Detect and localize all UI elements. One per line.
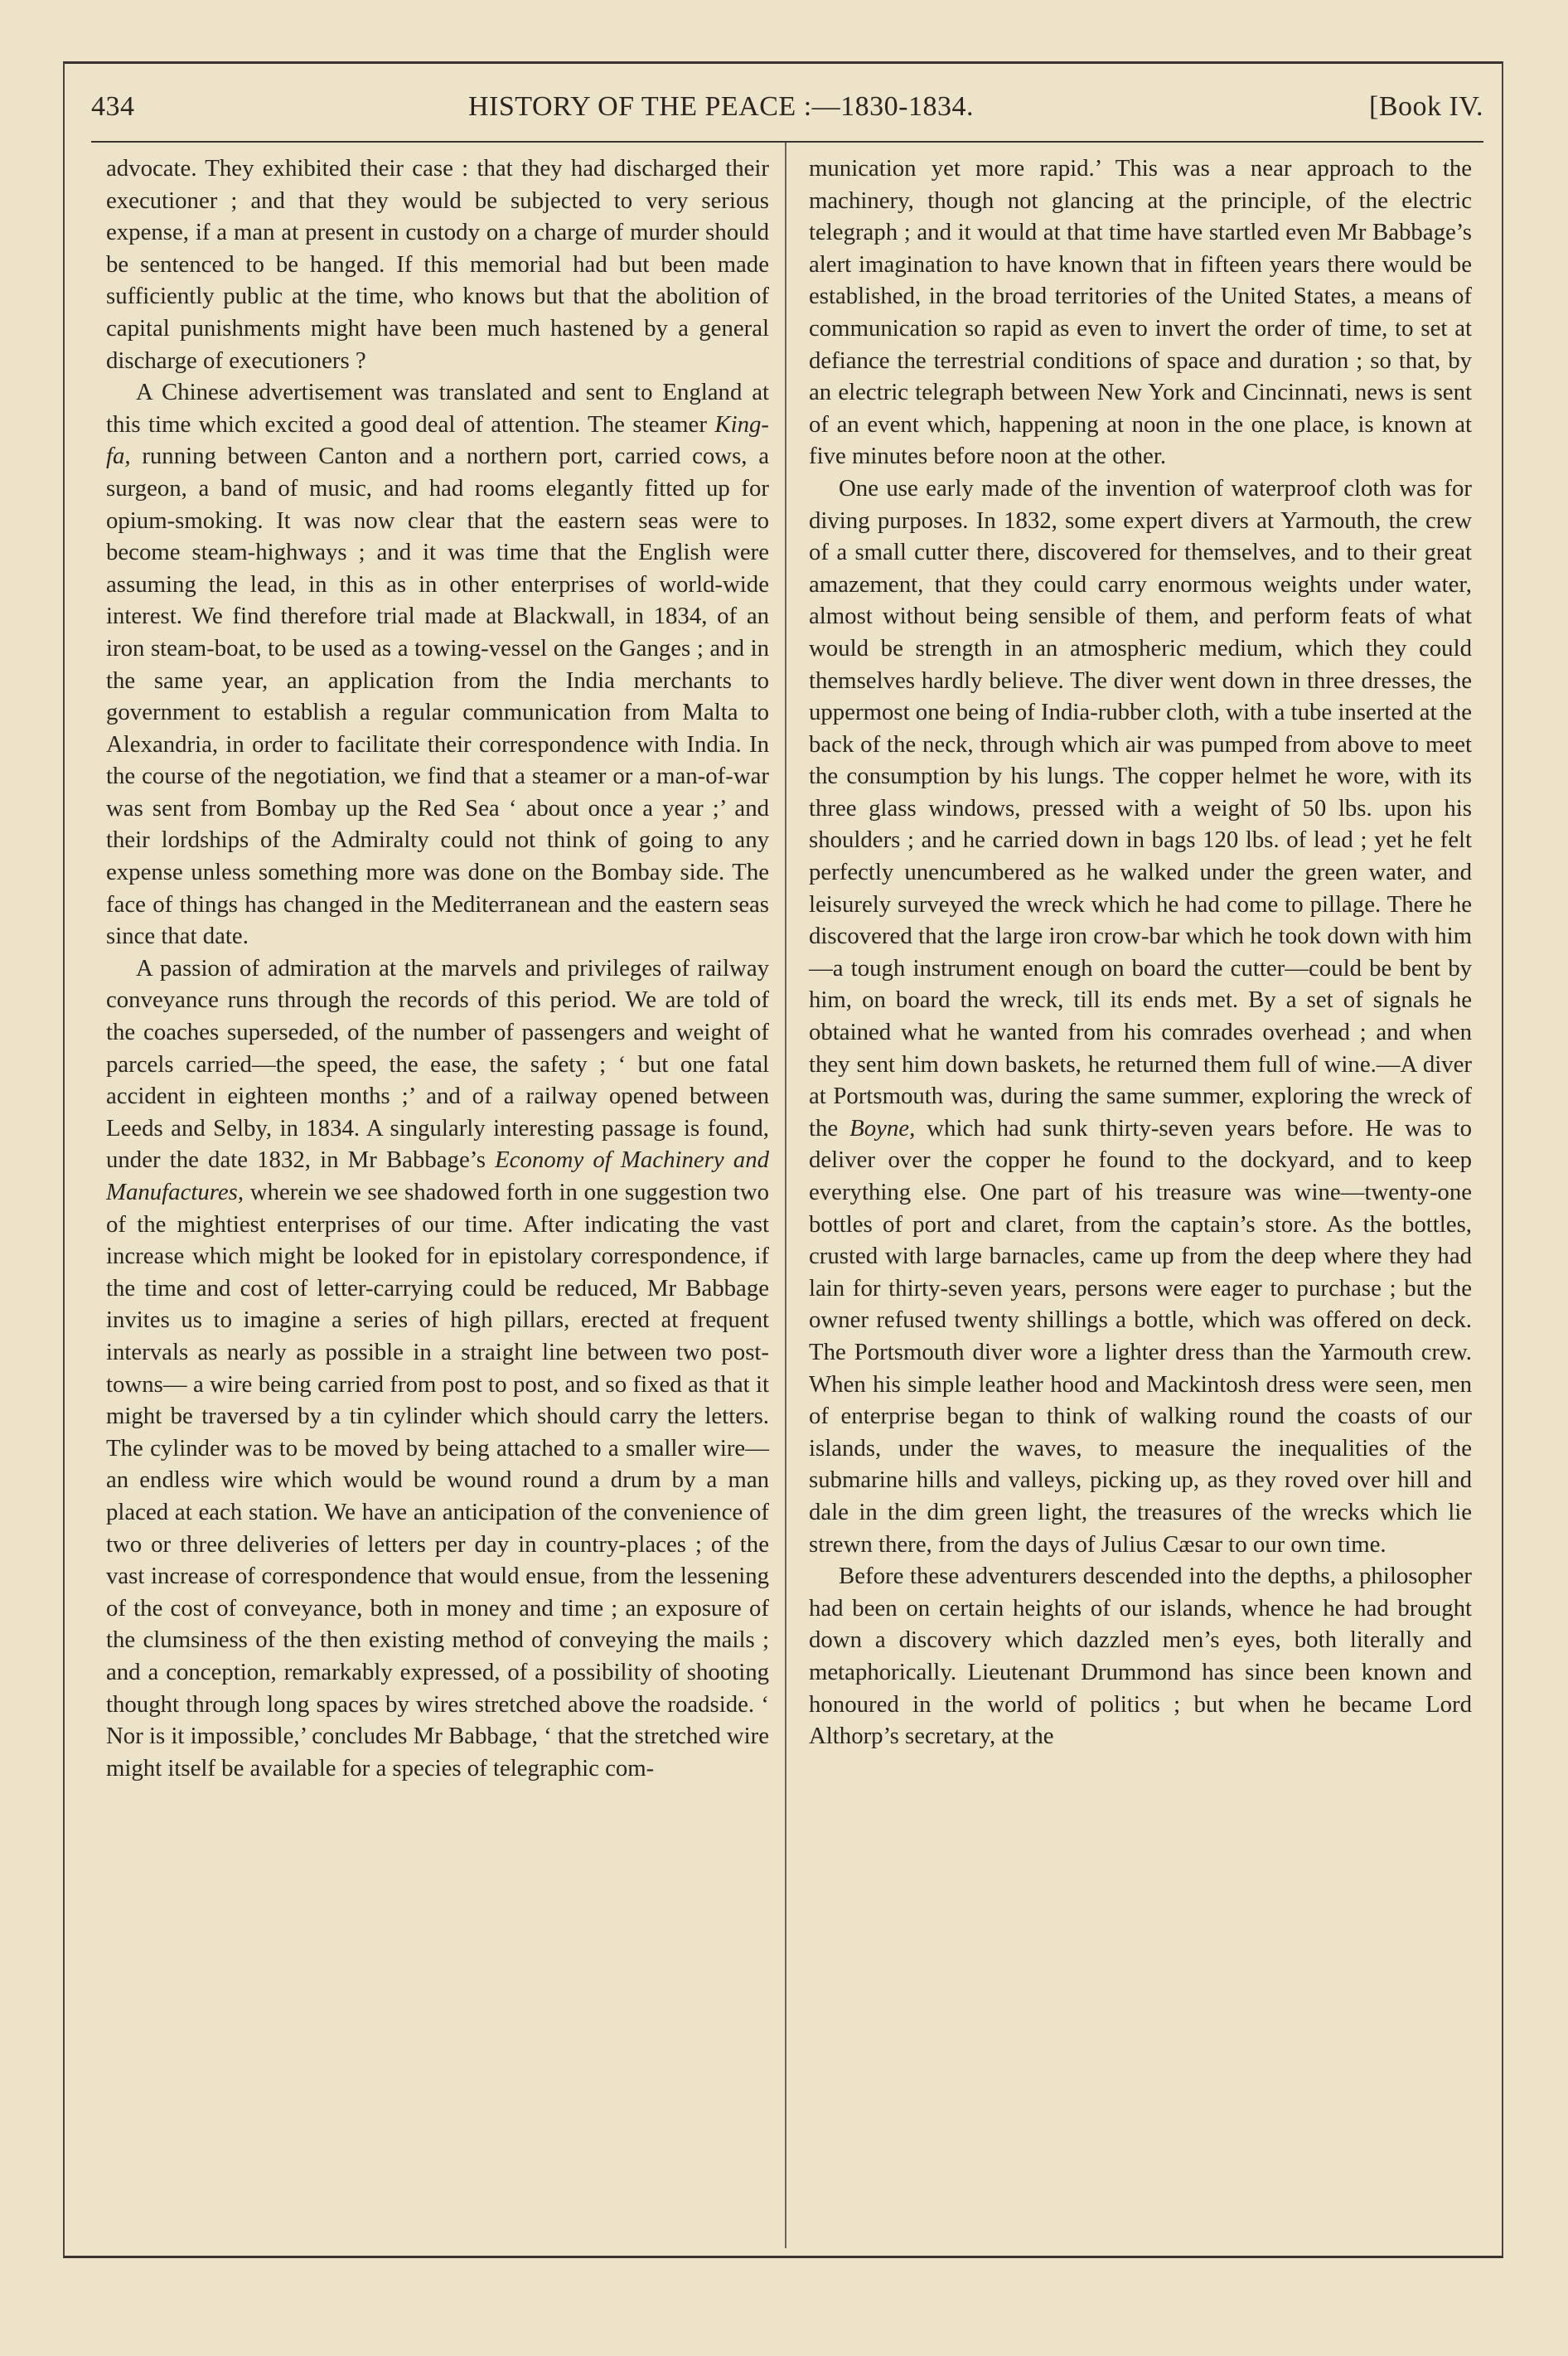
left-paragraph-3-text-b: wherein we see shadowed forth in one suggestion two of the mightiest enterprises of our time. After indicating the vast increase which might be looked for in epistolary correspondence, if the time and cost of letter-carrying could be reduced, Mr Babbage invites us to imagine a series of high pillars, erected at frequent intervals as nearly as possible in a straight line between two post-towns— a wire being carried from post to post, and so fixed as that it might be traversed by a tin cylinder which should carry the letters. The cylinder was to be moved by being attached to a smaller wire—an endless wire which would be wound round a drum by a man placed at each station. We have an anticipation of the convenience of two or three deliveries of letters per day in country-places ; of the vast increase of correspondence that would ensue, from the lessening of the cost of conveyance, both in money and time ; an exposure of the clumsiness of the then existing method of conveying the mails ; and a conception, remarkably expressed, of a possibility of shooting thought through long spaces by wires stretched above the roadside. ‘ Nor is it impossible,’ concludes Mr Babbage, ‘ that the stretched wire might itself be available for a species of telegraphic com- xyxy=(106,1179,769,1782)
ship-name-king-fa: King-fa, xyxy=(106,410,769,470)
left-paragraph-2-text-b: running between Canton and a northern port, carried cows, a surgeon, a band of music, and had rooms elegantly fitted up for opium-smoking. It was now clear that the eastern seas were to become steam-highways ; and it was time that the English were assuming the lead, in this as in other enterprises of world-wide interest. We find therefore trial made at Blackwall, in 1834, of an iron steam-boat, to be used as a towing-vessel on the Ganges ; and in the same year, an application from the India merchants to government to establish a regular communication from Malta to Alexandria, in order to facilitate their correspondence with India. In the course of the negotiation, we find that a steamer or a man-of-war was sent from Bombay up the Red Sea ‘ about once a year ;’ and their lordships of the Admiralty could not think of going to any expense unless something more was done on the Bombay side. The face of things has changed in the Mediterranean and the eastern seas since that date. xyxy=(106,443,769,950)
left-column xyxy=(106,153,769,1784)
right-paragraph-2 xyxy=(809,473,1472,1560)
book-label: [Book IV. xyxy=(1369,91,1483,122)
running-title: HISTORY OF THE PEACE :—1830-1834. xyxy=(468,91,974,122)
right-paragraph-1: munication yet more rapid.’ This was a near approach to the machinery, though not glancing at the principle, of the electric telegraph ; and it would at that time have startled even Mr Babbage’s alert imagination to have known that in fifteen years there would be established, in the broad territories of the United States, a means of communication so rapid as even to invert the order of time, to set at defiance the terrestrial conditions of space and duration ; so that, by an electric telegraph between New York and Cincinnati, news is sent of an event which, happening at noon in the one place, is known at five minutes before noon at the other. xyxy=(809,155,1472,470)
book-title-economy-of-machinery: Economy of Machinery and Manufactures, xyxy=(106,1146,769,1205)
page-header xyxy=(91,86,1483,136)
left-paragraph-1: advocate. They exhibited their case : that they had discharged their executioner ; and that they would be subjected to very serious expense, if a man at present in custody on a charge of murder should be sentenced to be hanged. If this memorial had but been made sufficiently public at the time, who knows but that the abolition of capital punishments might have been much hastened by a general discharge of executioners ? xyxy=(106,155,769,374)
column-divider xyxy=(785,143,786,2248)
header-rule xyxy=(91,141,1483,143)
left-paragraph-2 xyxy=(106,376,769,953)
right-paragraph-2-text-b: which had sunk thirty-seven years before. He was to deliver over the copper he found to the dockyard, and to keep everything else. One part of his treasure was wine—twenty-one bottles of port and claret, from the captain’s store. As the bottles, crusted with large barnacles, came up from the deep where they had lain for thirty-seven years, persons were eager to purchase ; but the owner refused twenty shillings a bottle, which was offered on deck. The Portsmouth diver wore a lighter dress than the Yarmouth crew. When his simple leather hood and Mackintosh dress were seen, men of enterprise began to think of walking round the coasts of our islands, under the waves, to measure the inequalities of the submarine hills and valleys, picking up, as they roved over hill and dale in the dim green light, the treasures of the wrecks which lie strewn there, from the days of Julius Cæsar to our own time. xyxy=(809,1114,1472,1558)
right-column xyxy=(809,153,1472,1752)
page-number: 434 xyxy=(91,91,135,122)
left-paragraph-3 xyxy=(106,953,769,1784)
left-paragraph-2-text-a: A Chinese advertisement was translated and sent to England at this time which excited a good deal of attention. The steamer xyxy=(106,379,769,438)
right-paragraph-2-text-a: One use early made of the invention of waterproof cloth was for diving purposes. In 1832, some expert divers at Yarmouth, the crew of a small cutter there, discovered for themselves, and to their great amazement, that they could carry enormous weights under water, almost without being sensible of them, and perform feats of what would be strength in an atmospheric medium, which they could themselves hardly believe. The diver went down in three dresses, the uppermost one being of India-rubber cloth, with a tube inserted at the back of the neck, through which air was pumped from above to meet the consumption by his lungs. The copper helmet he wore, with its three glass windows, pressed with a weight of 50 lbs. upon his shoulders ; and he carried down in bags 120 lbs. of lead ; yet he felt perfectly unencumbered as he walked under the green water, and leisurely surveyed the wreck which he had come to pillage. There he discovered that the large iron crow-bar which he took down with him—a tough instrument enough on board the cutter—could be bent by him, on board the wreck, till its ends met. By a set of signals he obtained what he wanted from his comrades overhead ; and when they sent him down baskets, he returned them full of wine.—A diver at Portsmouth was, during the same summer, exploring the wreck of the xyxy=(809,474,1472,1142)
left-paragraph-3-text-a: A passion of admiration at the marvels and privileges of railway conveyance runs through the records of this period. We are told of the coaches superseded, of the number of passengers and weight of parcels carried—the speed, the ease, the safety ; ‘ but one fatal accident in eighteen months ;’ and of a railway opened between Leeds and Selby, in 1834. A singularly interesting passage is found, under the date 1832, in Mr Babbage’s xyxy=(106,954,769,1174)
ship-name-boyne: Boyne, xyxy=(849,1114,916,1142)
right-paragraph-3: Before these adventurers descended into the depths, a philosopher had been on certain heights of our islands, whence he had brought down a discovery which dazzled men’s eyes, both literally and metaphorically. Lieutenant Drummond has since been known and honoured in the world of politics ; but when he became Lord Althorp’s secretary, at the xyxy=(809,1563,1472,1750)
